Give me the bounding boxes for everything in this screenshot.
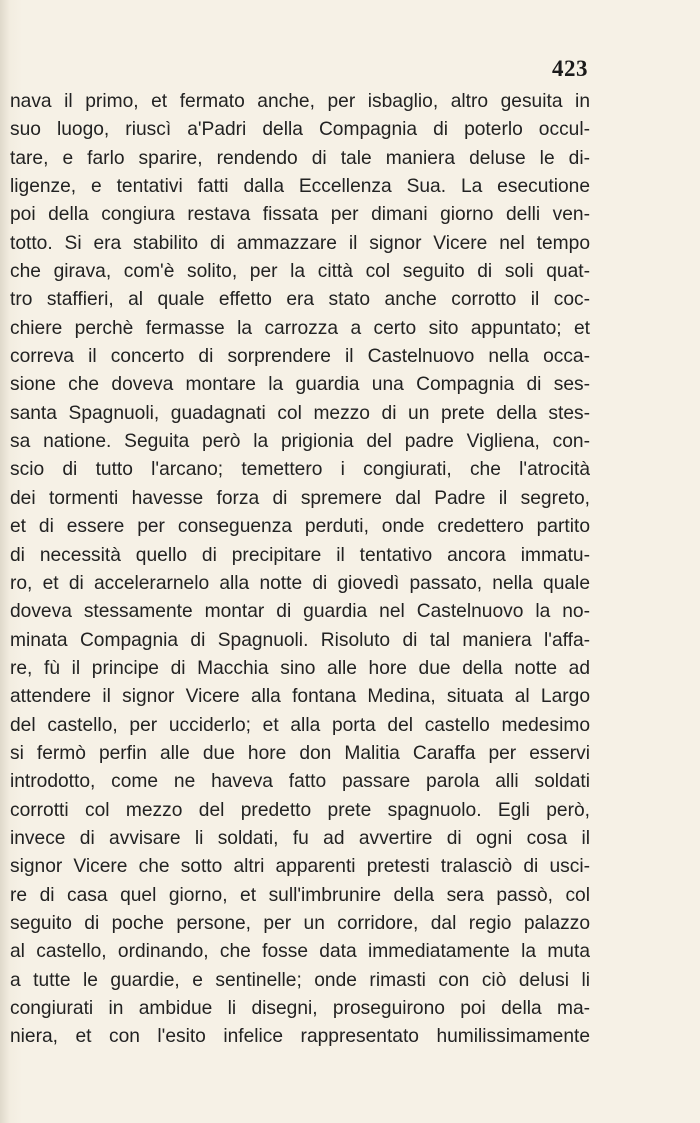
text-line: corrotti col mezzo del predetto prete spagnuolo. Egli però, <box>10 799 590 821</box>
text-line: totto. Si era stabilito di ammazzare il signor Vicere nel tempo <box>10 232 590 254</box>
page-number: 423 <box>552 56 588 81</box>
text-line: poi della congiura restava fissata per dimani giorno delli ven- <box>10 204 590 226</box>
text-line: del castello, per ucciderlo; et alla porta del castello medesimo <box>10 714 590 736</box>
text-line: re, fù il principe di Macchia sino alle hore due della notte ad <box>10 657 590 679</box>
text-line: signor Vicere che sotto altri apparenti pretesti tralasciò di usci- <box>10 856 590 878</box>
text-line: di necessità quello di precipitare il tentativo ancora immatu- <box>10 544 590 566</box>
text-line: a tutte le guardie, e sentinelle; onde rimasti con ciò delusi li <box>10 969 590 991</box>
text-line: attendere il signor Vicere alla fontana Medina, situata al Largo <box>10 686 590 708</box>
text-line: re di casa quel giorno, et sull'imbrunire della sera passò, col <box>10 884 590 906</box>
text-line: sa natione. Seguita però la prigionia del padre Vigliena, con- <box>10 431 590 453</box>
text-line: invece di avvisare li soldati, fu ad avvertire di ogni cosa il <box>10 827 590 849</box>
text-line: ligenze, e tentativi fatti dalla Eccellenza Sua. La esecutione <box>10 176 590 198</box>
text-line: nava il primo, et fermato anche, per isbaglio, altro gesuita in <box>10 91 590 112</box>
text-line: correva il concerto di sorprendere il Castelnuovo nella occa- <box>10 346 590 368</box>
text-line: seguito di poche persone, per un corridore, dal regio palazzo <box>10 912 590 934</box>
text-line: al castello, ordinando, che fosse data immediatamente la muta <box>10 941 590 963</box>
text-line: niera, et con l'esito infelice rappresentato humilissimamente <box>10 1026 590 1048</box>
text-line: introdotto, come ne haveva fatto passare parola alli soldati <box>10 771 590 793</box>
text-line: si fermò perfin alle due hore don Malitia Caraffa per esservi <box>10 742 590 764</box>
text-line: minata Compagnia di Spagnuoli. Risoluto di tal maniera l'affa- <box>10 629 590 651</box>
text-line: ro, et di accelerarnelo alla notte di giovedì passato, nella quale <box>10 572 590 594</box>
text-line: tare, e farlo sparire, rendendo di tale maniera deluse le di- <box>10 147 590 169</box>
text-line: dei tormenti havesse forza di spremere dal Padre il segreto, <box>10 487 590 509</box>
text-line: sione che doveva montare la guardia una Compagnia di ses- <box>10 374 590 396</box>
text-line: congiurati in ambidue li disegni, proseguirono poi della ma- <box>10 998 590 1019</box>
text-line: suo luogo, riuscì a'Padri della Compagnia di poterlo occul- <box>10 119 590 141</box>
text-line: doveva stessamente montar di guardia nel Castelnuovo la no- <box>10 601 590 623</box>
text-line: che girava, com'è solito, per la città col seguito di soli quat- <box>10 261 590 283</box>
text-line: et di essere per conseguenza perduti, onde credettero partito <box>10 516 590 538</box>
text-line: scio di tutto l'arcano; temettero i congiurati, che l'atrocità <box>10 459 590 481</box>
body-text <box>10 88 590 1052</box>
text-line: tro staffieri, al quale effetto era stato anche corrotto il coc- <box>10 289 590 311</box>
text-line: chiere perchè fermasse la carrozza a certo sito appuntato; et <box>10 317 590 339</box>
text-line: santa Spagnuoli, guadagnati col mezzo di un prete della stes- <box>10 402 590 424</box>
